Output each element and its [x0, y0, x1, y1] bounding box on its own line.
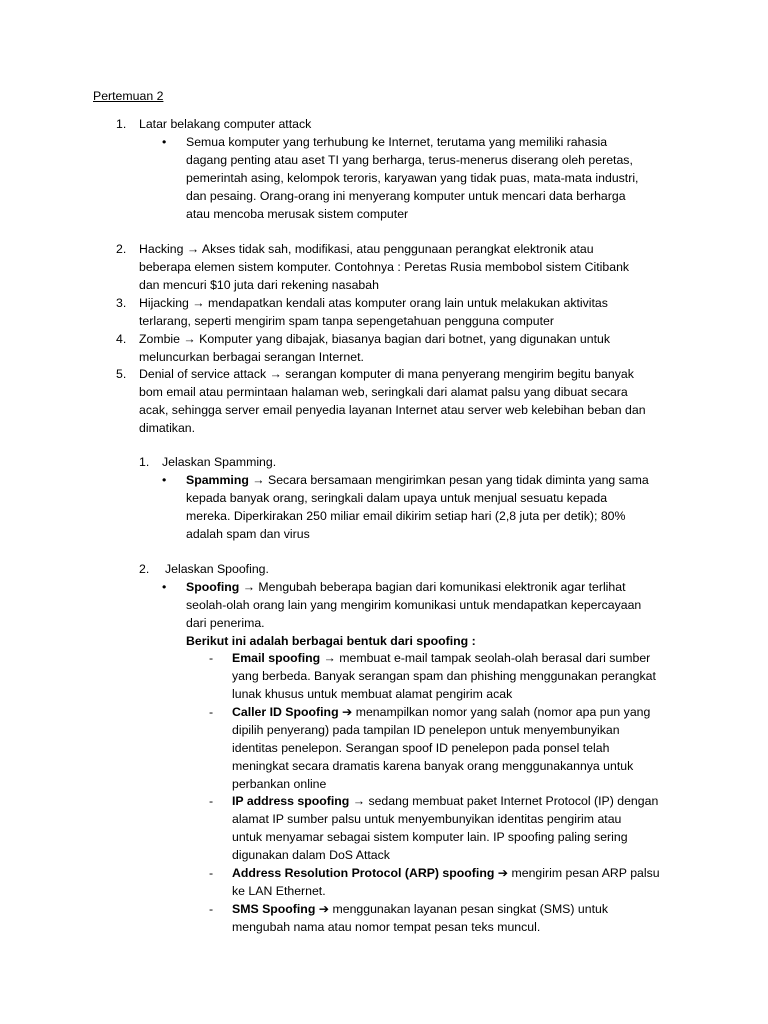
subheading: Berikut ini adalah berbagai bentuk dari spoofing :: [186, 634, 476, 648]
term: Caller ID Spoofing: [232, 705, 339, 719]
text-line: dari penerima.: [186, 616, 265, 630]
text-line: untuk menyamar sebagai sistem komputer lain. IP spoofing paling sering: [232, 830, 628, 844]
text-line: acak, sehingga server email penyedia layanan Internet atau server web kelebihan beban dan: [139, 403, 646, 417]
list-item-label: Latar belakang computer attack: [139, 117, 312, 131]
dash: -: [209, 651, 214, 665]
text-line: terlarang, seperti mengirim spam tanpa sepengetahuan pengguna computer: [139, 314, 554, 328]
text-line: alamat IP sumber palsu untuk menyembunyikan identitas pengirim atau: [232, 812, 622, 826]
term: Spamming: [186, 473, 249, 487]
list-number: 1.: [116, 117, 127, 131]
text-line: Spoofing → Mengubah beberapa bagian dari komunikasi elektronik agar terlihat: [186, 580, 626, 594]
term: Email spoofing: [232, 651, 321, 665]
text-line: seolah-olah orang lain yang mengirim komunikasi untuk mendapatkan kepercayaan: [186, 598, 642, 612]
question-heading: Jelaskan Spamming.: [162, 455, 277, 469]
term: Spoofing: [186, 580, 240, 594]
bullet: •: [162, 580, 167, 594]
text-line: ke LAN Ethernet.: [232, 884, 326, 898]
text-line: IP address spoofing → sedang membuat paket Internet Protocol (IP) dengan: [232, 794, 659, 808]
list-number: 2.: [139, 562, 150, 576]
page-title: Pertemuan 2: [93, 89, 164, 103]
text-line: lunak khusus untuk membuat alamat pengirim acak: [232, 687, 513, 701]
text-line: Hijacking → mendapatkan kendali atas komputer orang lain untuk melakukan aktivitas: [139, 296, 608, 310]
term: IP address spoofing: [232, 794, 350, 808]
list-number: 3.: [116, 296, 127, 310]
dash: -: [209, 866, 214, 880]
text-line: digunakan dalam DoS Attack: [232, 848, 390, 862]
list-number: 5.: [116, 367, 127, 381]
text-line: perbankan online: [232, 777, 327, 791]
text-line: meningkat secara dramatis karena banyak orang menggunakannya untuk: [232, 759, 634, 773]
text-line: Address Resolution Protocol (ARP) spoofing ➔ mengirim pesan ARP palsu: [232, 866, 660, 880]
question-heading: Jelaskan Spoofing.: [165, 562, 269, 576]
text-line: dagang penting atau aset TI yang berharga, terus-menerus diserang oleh peretas,: [186, 153, 633, 167]
term: Address Resolution Protocol (ARP) spoofing: [232, 866, 495, 880]
arrow-icon: ➔: [338, 705, 353, 719]
text-line: mengubah nama atau nomor tempat pesan teks muncul.: [232, 920, 541, 934]
list-number: 4.: [116, 332, 127, 346]
text-line: Email spoofing → membuat e-mail tampak seolah-olah berasal dari sumber: [232, 651, 651, 665]
list-number: 1.: [139, 455, 150, 469]
arrow-icon: ➔: [494, 866, 509, 880]
dash: -: [209, 794, 214, 808]
text-line: meluncurkan berbagai serangan Internet.: [139, 350, 364, 364]
bullet: •: [162, 135, 167, 149]
text-line: yang berbeda. Banyak serangan spam dan phishing menggunakan perangkat: [232, 669, 656, 683]
text-line: pemerintah asing, kelompok teroris, karyawan yang tidak puas, mata-mata industri,: [186, 171, 639, 185]
arrow-icon: ➔: [315, 902, 330, 916]
text-line: dipilih penyerang) pada tampilan ID penelepon untuk menyembunyikan: [232, 723, 620, 737]
text-line: dimatikan.: [139, 421, 196, 435]
term: SMS Spoofing: [232, 902, 316, 916]
text-line: Spamming → Secara bersamaan mengirimkan pesan yang tidak diminta yang sama: [186, 473, 649, 487]
text-line: atau mencoba merusak sistem computer: [186, 207, 409, 221]
text-line: kepada banyak orang, seringkali dalam upaya untuk menjual sesuatu kepada: [186, 491, 608, 505]
list-number: 2.: [116, 242, 127, 256]
text-line: bom email atau permintaan halaman web, seringkali dari alamat palsu yang dibuat secara: [139, 385, 628, 399]
text-line: Hacking → Akses tidak sah, modifikasi, atau penggunaan perangkat elektronik atau: [139, 242, 594, 256]
text-line: identitas penelepon. Serangan spoof ID penelepon pada ponsel telah: [232, 741, 610, 755]
text-line: beberapa elemen sistem komputer. Contohnya : Peretas Rusia membobol sistem Citibank: [139, 260, 630, 274]
bullet: •: [162, 473, 167, 487]
text-line: Zombie → Komputer yang dibajak, biasanya bagian dari botnet, yang digunakan untuk: [139, 332, 611, 346]
text-line: dan pesaing. Orang-orang ini menyerang komputer untuk mencari data berharga: [186, 189, 626, 203]
text-line: SMS Spoofing ➔ menggunakan layanan pesan singkat (SMS) untuk: [232, 902, 608, 916]
text-line: Caller ID Spoofing ➔ menampilkan nomor yang salah (nomor apa pun yang: [232, 705, 651, 719]
text-line: dan mencuri $10 juta dari rekening nasabah: [139, 278, 379, 292]
text-line: Denial of service attack → serangan komputer di mana penyerang mengirim begitu banyak: [139, 367, 634, 381]
text-line: adalah spam dan virus: [186, 527, 310, 541]
text-line: mereka. Diperkirakan 250 miliar email dikirim setiap hari (2,8 juta per detik); 80%: [186, 509, 626, 523]
text-line: Semua komputer yang terhubung ke Internet, terutama yang memiliki rahasia: [186, 135, 608, 149]
dash: -: [209, 902, 214, 916]
dash: -: [209, 705, 214, 719]
